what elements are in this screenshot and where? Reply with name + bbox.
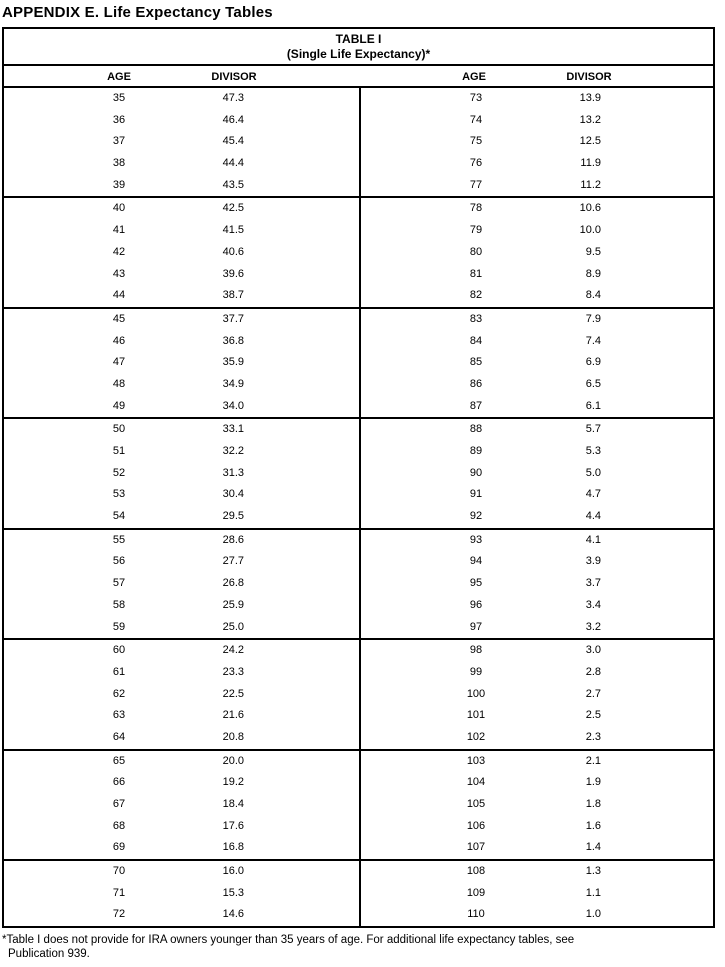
age-cell: 67	[112, 798, 126, 810]
age-cell: 58	[112, 598, 126, 611]
divisor-cell: 34.9	[222, 377, 244, 390]
age-cell: 90	[469, 466, 483, 479]
table-row	[4, 198, 359, 220]
age-cell: 48	[112, 377, 126, 390]
divisor-cell: 2.5	[585, 709, 601, 722]
age-cell: 93	[469, 533, 483, 546]
divisor-cell: 25.9	[222, 598, 244, 611]
age-cell: 85	[469, 356, 483, 369]
table-row	[4, 705, 359, 727]
table-row	[361, 374, 713, 396]
age-cell: 56	[112, 555, 126, 568]
divisor-cell: 2.1	[585, 754, 601, 767]
table-row	[4, 441, 359, 463]
divisor-cell: 9.5	[585, 245, 601, 258]
table-row	[361, 727, 713, 749]
age-cell: 69	[112, 841, 126, 854]
divisor-cell: 10.0	[579, 224, 601, 237]
age-cell: 89	[469, 445, 483, 457]
divisor-cell: 27.7	[222, 555, 244, 568]
age-cell: 98	[469, 644, 483, 657]
divisor-cell: 26.8	[222, 577, 244, 590]
table-row	[4, 904, 359, 926]
age-cell: 68	[112, 819, 126, 832]
divisor-cell: 18.4	[222, 798, 244, 810]
divisor-column-header: DIVISOR	[211, 71, 257, 83]
table-row	[4, 264, 359, 286]
header-left-half	[4, 66, 359, 86]
table-row	[4, 640, 359, 662]
divisor-cell: 44.4	[222, 157, 244, 170]
age-cell: 72	[112, 908, 126, 921]
age-column-header: AGE	[107, 71, 131, 83]
divisor-cell: 1.4	[585, 841, 601, 854]
table-row	[4, 662, 359, 684]
age-cell: 77	[469, 178, 483, 191]
divisor-cell: 13.2	[579, 113, 601, 126]
table-row	[4, 573, 359, 595]
table-row	[361, 904, 713, 926]
table-row	[361, 264, 713, 286]
row-group	[4, 859, 713, 926]
age-cell: 65	[112, 754, 126, 767]
table-row	[361, 220, 713, 242]
right-half	[359, 751, 713, 859]
table-row	[361, 175, 713, 197]
table-row	[361, 684, 713, 706]
table-row	[4, 88, 359, 110]
table-row	[361, 331, 713, 353]
table-row	[4, 242, 359, 264]
table-row	[4, 617, 359, 639]
table-row	[4, 110, 359, 132]
age-cell: 78	[469, 202, 483, 215]
divisor-cell: 41.5	[222, 224, 244, 237]
divisor-cell: 12.5	[579, 135, 601, 148]
left-half	[4, 309, 359, 417]
age-cell: 83	[469, 312, 483, 325]
table-row	[361, 309, 713, 331]
divisor-cell: 8.4	[585, 289, 601, 302]
divisor-cell: 7.9	[585, 312, 601, 325]
table-row	[4, 352, 359, 374]
divisor-column-header: DIVISOR	[566, 71, 612, 83]
divisor-cell: 1.0	[585, 908, 601, 921]
right-half	[359, 419, 713, 527]
divisor-cell: 19.2	[222, 776, 244, 789]
table-row	[361, 816, 713, 838]
left-half	[4, 530, 359, 638]
age-cell: 50	[112, 423, 126, 436]
table-header-row	[4, 66, 713, 88]
divisor-cell: 38.7	[222, 289, 244, 302]
table-row	[361, 617, 713, 639]
age-cell: 46	[112, 334, 126, 347]
table-row	[361, 131, 713, 153]
divisor-cell: 16.8	[222, 841, 244, 854]
age-cell: 39	[112, 178, 126, 191]
divisor-cell: 15.3	[222, 886, 244, 899]
divisor-cell: 46.4	[222, 113, 244, 126]
age-cell: 70	[112, 865, 126, 878]
divisor-cell: 4.1	[585, 533, 601, 546]
left-half	[4, 88, 359, 196]
table-row	[361, 551, 713, 573]
divisor-cell: 2.7	[585, 687, 601, 700]
row-group	[4, 528, 713, 638]
table-row	[4, 463, 359, 485]
age-cell: 62	[112, 687, 126, 700]
age-cell: 91	[469, 488, 483, 501]
table-row	[4, 331, 359, 353]
left-half	[4, 861, 359, 926]
age-cell: 104	[466, 776, 486, 789]
table-row	[361, 662, 713, 684]
divisor-cell: 35.9	[222, 356, 244, 369]
table-row	[361, 772, 713, 794]
row-group	[4, 307, 713, 417]
divisor-cell: 8.9	[585, 267, 601, 280]
table-row	[361, 484, 713, 506]
right-half	[359, 530, 713, 638]
age-cell: 96	[469, 598, 483, 611]
footnote-line1: *Table I does not provide for IRA owners younger than 35 years of age. For additional life expectancy tables, see	[2, 934, 575, 947]
divisor-cell: 32.2	[222, 445, 244, 457]
right-half	[359, 640, 713, 748]
table-row	[361, 595, 713, 617]
age-cell: 105	[466, 798, 486, 810]
table-row	[4, 883, 359, 905]
table-row	[4, 396, 359, 418]
divisor-cell: 42.5	[222, 202, 244, 215]
table-title	[4, 29, 713, 66]
divisor-cell: 2.8	[585, 665, 601, 678]
age-cell: 73	[469, 92, 483, 104]
age-column-header: AGE	[462, 71, 486, 83]
age-cell: 107	[466, 841, 486, 854]
age-cell: 76	[469, 157, 483, 170]
table-row	[361, 441, 713, 463]
age-cell: 41	[112, 224, 126, 237]
divisor-cell: 24.2	[222, 644, 244, 657]
footnote	[2, 933, 722, 961]
table-row	[4, 419, 359, 441]
divisor-cell: 31.3	[222, 466, 244, 479]
table-row	[361, 640, 713, 662]
right-half	[359, 88, 713, 196]
table-row	[4, 772, 359, 794]
divisor-cell: 3.9	[585, 555, 601, 568]
table-title-line2: (Single Life Expectancy)*	[286, 47, 431, 61]
divisor-cell: 11.9	[580, 157, 601, 170]
divisor-cell: 5.7	[585, 423, 601, 436]
table-row	[4, 794, 359, 816]
divisor-cell: 23.3	[222, 665, 244, 678]
footnote-line2: Publication 939.	[8, 948, 90, 961]
table-row	[4, 727, 359, 749]
table-row	[4, 684, 359, 706]
age-cell: 97	[469, 620, 483, 633]
table-row	[4, 309, 359, 331]
divisor-cell: 16.0	[222, 865, 244, 878]
divisor-cell: 2.3	[585, 730, 601, 743]
age-cell: 63	[112, 709, 126, 722]
row-group	[4, 196, 713, 306]
table-row	[361, 242, 713, 264]
age-cell: 86	[469, 377, 483, 390]
table-row	[361, 794, 713, 816]
age-cell: 99	[469, 665, 483, 678]
table-row	[361, 883, 713, 905]
table-row	[361, 88, 713, 110]
divisor-cell: 33.1	[222, 423, 244, 436]
table-row	[361, 530, 713, 552]
age-cell: 75	[469, 135, 483, 148]
left-half	[4, 419, 359, 527]
age-cell: 79	[469, 224, 483, 237]
age-cell: 53	[112, 488, 126, 501]
life-expectancy-table	[2, 27, 715, 928]
divisor-cell: 22.5	[222, 687, 244, 700]
divisor-cell: 3.0	[585, 644, 601, 657]
table-body	[4, 88, 713, 926]
table-row	[4, 595, 359, 617]
divisor-cell: 7.4	[585, 334, 601, 347]
age-cell: 95	[469, 577, 483, 590]
divisor-cell: 13.9	[579, 92, 601, 104]
divisor-cell: 34.0	[222, 399, 244, 412]
table-row	[4, 837, 359, 859]
divisor-cell: 11.2	[580, 178, 601, 191]
divisor-cell: 3.2	[585, 620, 601, 633]
age-cell: 101	[466, 709, 486, 722]
table-row	[361, 198, 713, 220]
age-cell: 49	[112, 399, 126, 412]
table-row	[361, 837, 713, 859]
age-cell: 47	[112, 356, 126, 369]
age-cell: 109	[466, 886, 486, 899]
divisor-cell: 10.6	[579, 202, 601, 215]
divisor-cell: 1.3	[585, 865, 601, 878]
divisor-cell: 5.3	[585, 445, 601, 457]
left-half	[4, 198, 359, 306]
age-cell: 84	[469, 334, 483, 347]
age-cell: 59	[112, 620, 126, 633]
divisor-cell: 1.9	[585, 776, 601, 789]
table-row	[361, 861, 713, 883]
table-title-line1: TABLE I	[335, 32, 382, 46]
age-cell: 51	[112, 445, 126, 457]
table-row	[4, 861, 359, 883]
age-cell: 37	[112, 135, 126, 148]
divisor-cell: 3.4	[585, 598, 601, 611]
age-cell: 64	[112, 730, 126, 743]
divisor-cell: 40.6	[222, 245, 244, 258]
divisor-cell: 14.6	[222, 908, 244, 921]
table-row	[4, 484, 359, 506]
table-row	[361, 419, 713, 441]
age-cell: 81	[469, 267, 483, 280]
age-cell: 36	[112, 113, 126, 126]
divisor-cell: 21.6	[222, 709, 244, 722]
divisor-cell: 1.1	[585, 886, 601, 899]
header-right-half	[359, 66, 713, 86]
age-cell: 87	[469, 399, 483, 412]
age-cell: 92	[469, 510, 483, 523]
row-group	[4, 88, 713, 196]
row-group	[4, 417, 713, 527]
age-cell: 71	[112, 886, 126, 899]
table-row	[361, 506, 713, 528]
divisor-cell: 17.6	[222, 819, 244, 832]
divisor-cell: 37.7	[222, 312, 244, 325]
age-cell: 42	[112, 245, 126, 258]
left-half	[4, 640, 359, 748]
table-row	[4, 285, 359, 307]
table-row	[361, 396, 713, 418]
divisor-cell: 30.4	[222, 488, 244, 501]
table-row	[4, 153, 359, 175]
divisor-cell: 25.0	[222, 620, 244, 633]
age-cell: 60	[112, 644, 126, 657]
table-row	[361, 573, 713, 595]
right-half	[359, 861, 713, 926]
age-cell: 110	[467, 908, 485, 921]
age-cell: 108	[466, 865, 486, 878]
age-cell: 66	[112, 776, 126, 789]
table-row	[4, 816, 359, 838]
divisor-cell: 6.9	[585, 356, 601, 369]
divisor-cell: 1.8	[585, 798, 601, 810]
divisor-cell: 6.1	[585, 399, 601, 412]
divisor-cell: 43.5	[222, 178, 244, 191]
divisor-cell: 6.5	[585, 377, 601, 390]
divisor-cell: 4.7	[585, 488, 601, 501]
row-group	[4, 749, 713, 859]
age-cell: 35	[112, 92, 126, 104]
divisor-cell: 20.8	[222, 730, 244, 743]
age-cell: 52	[112, 466, 126, 479]
age-cell: 106	[466, 819, 486, 832]
table-row	[4, 175, 359, 197]
age-cell: 40	[112, 202, 126, 215]
divisor-cell: 36.8	[222, 334, 244, 347]
age-cell: 54	[112, 510, 126, 523]
table-row	[4, 506, 359, 528]
table-row	[4, 131, 359, 153]
divisor-cell: 3.7	[585, 577, 601, 590]
divisor-cell: 5.0	[585, 466, 601, 479]
table-row	[4, 220, 359, 242]
table-row	[361, 352, 713, 374]
page-title: APPENDIX E. Life Expectancy Tables	[2, 4, 273, 21]
table-row	[361, 705, 713, 727]
age-cell: 55	[112, 533, 126, 546]
age-cell: 102	[466, 730, 486, 743]
right-half	[359, 198, 713, 306]
row-group	[4, 638, 713, 748]
table-row	[361, 110, 713, 132]
divisor-cell: 1.6	[585, 819, 601, 832]
table-row	[4, 551, 359, 573]
age-cell: 82	[469, 289, 483, 302]
divisor-cell: 4.4	[585, 510, 601, 523]
table-row	[361, 751, 713, 773]
table-row	[4, 751, 359, 773]
table-row	[4, 530, 359, 552]
table-row	[361, 463, 713, 485]
age-cell: 88	[469, 423, 483, 436]
right-half	[359, 309, 713, 417]
table-row	[361, 153, 713, 175]
divisor-cell: 20.0	[222, 754, 244, 767]
age-cell: 80	[469, 245, 483, 258]
age-cell: 100	[466, 687, 486, 700]
divisor-cell: 29.5	[222, 510, 244, 523]
divisor-cell: 45.4	[222, 135, 244, 148]
table-row	[4, 374, 359, 396]
age-cell: 45	[112, 312, 126, 325]
divisor-cell: 28.6	[222, 533, 244, 546]
divisor-cell: 47.3	[222, 92, 244, 104]
divisor-cell: 39.6	[222, 267, 244, 280]
left-half	[4, 751, 359, 859]
age-cell: 94	[469, 555, 483, 568]
age-cell: 74	[469, 113, 483, 126]
age-cell: 44	[112, 289, 126, 302]
age-cell: 61	[112, 665, 126, 678]
age-cell: 103	[466, 754, 486, 767]
age-cell: 38	[112, 157, 126, 170]
age-cell: 57	[112, 577, 126, 590]
table-row	[361, 285, 713, 307]
age-cell: 43	[112, 267, 126, 280]
